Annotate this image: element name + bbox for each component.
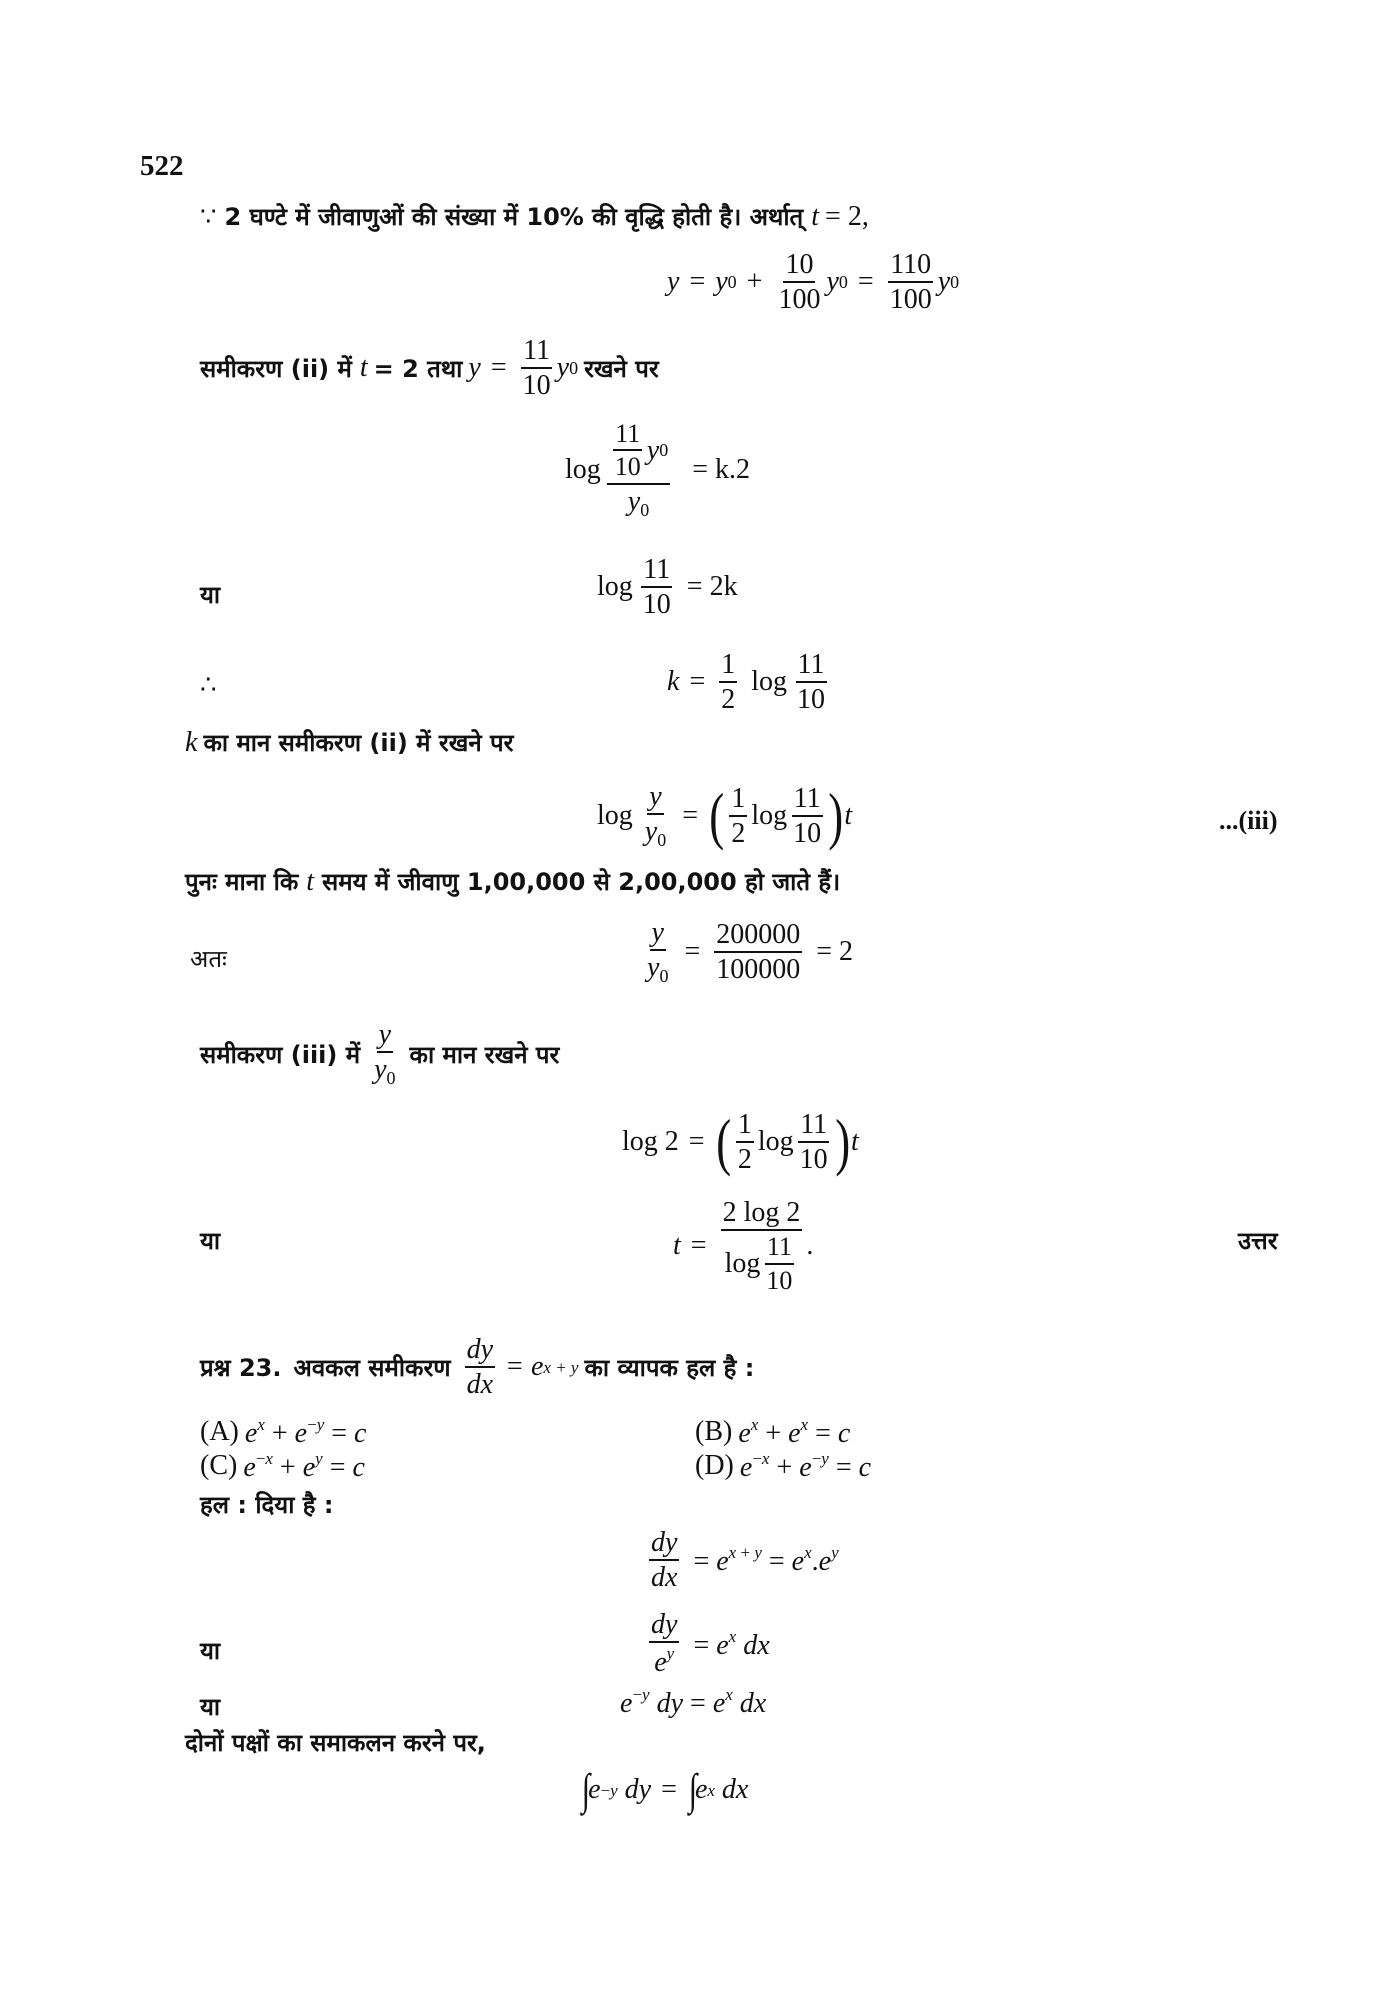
statement-substitute: [200, 336, 659, 401]
log: log: [597, 571, 633, 603]
left-paren: (: [709, 780, 725, 852]
fraction-dy-dx: $\frac{dy}{dx}$: [651, 1527, 678, 1594]
log: log: [751, 666, 788, 698]
fraction-y-y0: $\frac{y}{y_0}$: [644, 781, 667, 851]
question-23: [200, 1335, 754, 1400]
equation-log2: [622, 1106, 859, 1178]
y0-var: y: [627, 485, 641, 517]
or-label: या: [200, 1227, 221, 1255]
or-label: या: [200, 1637, 221, 1665]
exponent: x + y: [543, 1357, 579, 1377]
equals-e: = e: [505, 1351, 544, 1383]
question-label: प्रश्न 23.: [200, 1353, 282, 1382]
t-equals-2-and: = 2 तथा: [373, 354, 463, 383]
equals: =: [689, 666, 706, 698]
subscript: 0: [727, 272, 737, 293]
or-label: या: [200, 1693, 221, 1721]
y0-var: y: [937, 266, 951, 298]
option-c-key: (C): [200, 1450, 238, 1481]
y0-var: y: [826, 266, 839, 298]
solution-step-3: $e^{-y}$ dy = $e^x$ dx: [620, 1685, 767, 1719]
solution-step-1: $\frac{dy}{dx}$ = $e^{x + y} = e^x.e^y$: [651, 1527, 839, 1594]
left-paren: (: [715, 1106, 731, 1178]
option-a[interactable]: (A) $e^x + e^{-y} = c$: [200, 1415, 367, 1449]
equation-y-growth: [667, 250, 959, 315]
solution-step-2: $\frac{dy}{e^y}$ = $e^x$ dx: [651, 1609, 770, 1679]
solution-step-4: ∫ e −y dy = ∫ e x dx: [581, 1765, 749, 1814]
fraction-y-y0: $\frac{y}{y_0}$: [374, 1019, 396, 1089]
y-var: y: [667, 266, 680, 298]
substitute-text: समीकरण (ii) में: [200, 354, 352, 383]
equation-log-ratio: [565, 420, 750, 519]
fraction-11-10: $\frac{11}{10}$: [522, 335, 551, 402]
hence-label: अतः: [190, 945, 227, 973]
log: log: [757, 1126, 794, 1158]
equals: =: [690, 1229, 707, 1261]
fraction-1-2: $\frac{1}{2}$: [737, 1109, 752, 1176]
question-text-a: अवकल समीकरण: [293, 1353, 451, 1382]
answer-label: उत्तर: [1238, 1227, 1278, 1255]
page-number: 522: [140, 150, 184, 182]
fraction-dy-ey: $\frac{dy}{e^y}$: [651, 1609, 678, 1679]
var-y: y: [468, 352, 481, 384]
period: .: [806, 1229, 814, 1261]
integrate-text: दोनों पक्षों का समाकलन करने पर,: [185, 1729, 486, 1757]
growth-text: 2 घण्टे में जीवाणुओं की संख्या में 10% की वृद्धि होती है। अर्थात्: [224, 203, 804, 231]
equation-ratio-2: [641, 918, 853, 986]
equals: =: [688, 1126, 705, 1158]
integral-icon: ∫: [581, 1765, 591, 1814]
option-b[interactable]: (B) $e^x + e^x = c$: [695, 1415, 851, 1449]
option-d[interactable]: (D) $e^{-x} + e^{-y} = c$: [695, 1449, 872, 1483]
log: log: [565, 453, 601, 485]
compound-fraction: [607, 420, 670, 519]
subscript: 0: [640, 499, 650, 520]
var-k: k: [185, 727, 198, 758]
integral-icon: ∫: [688, 1765, 698, 1814]
var-t: t: [811, 201, 820, 232]
fraction-1-2: $\frac{1}{2}$: [731, 782, 746, 850]
statement-growth: [200, 200, 869, 233]
fraction-10-100: $\frac{10}{100}$: [778, 249, 821, 316]
fraction-11-10: $\frac{11}{10}$: [642, 554, 671, 621]
equals: =: [490, 352, 507, 384]
fraction-result: 2 log 2 log $\frac{11}{10}$: [722, 1197, 801, 1295]
equation-tag-iii: ...(iii): [1219, 806, 1278, 835]
statement-again: [185, 865, 840, 898]
option-b-key: (B): [695, 1416, 733, 1447]
subscript: 0: [569, 358, 579, 379]
y0-var: y: [646, 434, 660, 466]
log-2: log 2: [622, 1126, 679, 1158]
equation-iii: [597, 782, 852, 850]
fraction-1-2: $\frac{1}{2}$: [721, 649, 736, 716]
log: log: [751, 800, 788, 832]
var-k: k: [667, 666, 680, 698]
rhs-2: = 2: [816, 936, 854, 968]
subscript: 0: [838, 272, 848, 293]
right-paren: ): [834, 1106, 850, 1178]
fraction-11-10: $\frac{11}{10}$: [614, 419, 641, 482]
equation-k-value: [667, 650, 831, 715]
fraction-11-10: $\frac{11}{10}$: [766, 1232, 793, 1295]
var-t: t: [850, 1126, 859, 1158]
or-label: या: [200, 581, 221, 609]
statement-k-substitute: [185, 726, 513, 759]
equals: =: [689, 266, 706, 298]
equals: =: [857, 266, 874, 298]
var-t: t: [359, 352, 368, 384]
rhs-2k: = 2k: [686, 571, 738, 603]
option-c[interactable]: (C) $e^{-x} + e^y = c$: [200, 1449, 365, 1483]
therefore-symbol: ∴: [200, 670, 217, 699]
statement-substitute-iii: [200, 1020, 559, 1088]
on-putting-text: रखने पर: [584, 354, 659, 383]
fraction-200000-100000: $\frac{200000}{100000}$: [716, 918, 801, 986]
substitute-iii-text: समीकरण (iii) में: [200, 1040, 361, 1069]
var-t: t: [844, 800, 853, 832]
var-t: t: [306, 866, 315, 897]
fraction-dy-dx: $\frac{dy}{dx}$: [466, 1334, 494, 1401]
right-paren: ): [828, 780, 844, 852]
again-text: पुनः माना कि: [185, 868, 299, 896]
equals: =: [684, 936, 701, 968]
subscript: 0: [950, 272, 960, 293]
bacteria-double-text: समय में जीवाणु 1,00,000 से 2,00,000 हो जाते हैं।: [322, 868, 841, 896]
fraction-11-10: $\frac{11}{10}$: [797, 649, 826, 716]
rhs-k2: = k.2: [692, 453, 751, 485]
fraction-11-10: $\frac{11}{10}$: [799, 1109, 828, 1176]
subscript: 0: [659, 439, 669, 460]
option-d-key: (D): [695, 1450, 734, 1481]
fraction-y-y0: $\frac{y}{y_0}$: [647, 917, 669, 987]
plus: +: [746, 266, 763, 298]
equation-log-2k: [597, 555, 738, 620]
var-t: t: [673, 1229, 681, 1261]
y0-var: y: [556, 352, 570, 384]
value-putting-text: का मान रखने पर: [409, 1040, 560, 1069]
option-a-key: (A): [200, 1416, 239, 1447]
fraction-110-100: $\frac{110}{100}$: [889, 249, 932, 316]
y0-var: y: [715, 266, 728, 298]
fraction-11-10: $\frac{11}{10}$: [793, 782, 822, 850]
equation-t-result: [673, 1198, 813, 1294]
t-equals-2: = 2,: [825, 201, 869, 232]
solution-label: हल : दिया है :: [200, 1491, 334, 1519]
k-substitute-text: का मान समीकरण (ii) में रखने पर: [203, 729, 514, 757]
question-text-b: का व्यापक हल है :: [584, 1353, 755, 1382]
log: log: [597, 800, 633, 832]
equals: =: [682, 800, 699, 832]
because-symbol: ∵: [200, 202, 217, 231]
